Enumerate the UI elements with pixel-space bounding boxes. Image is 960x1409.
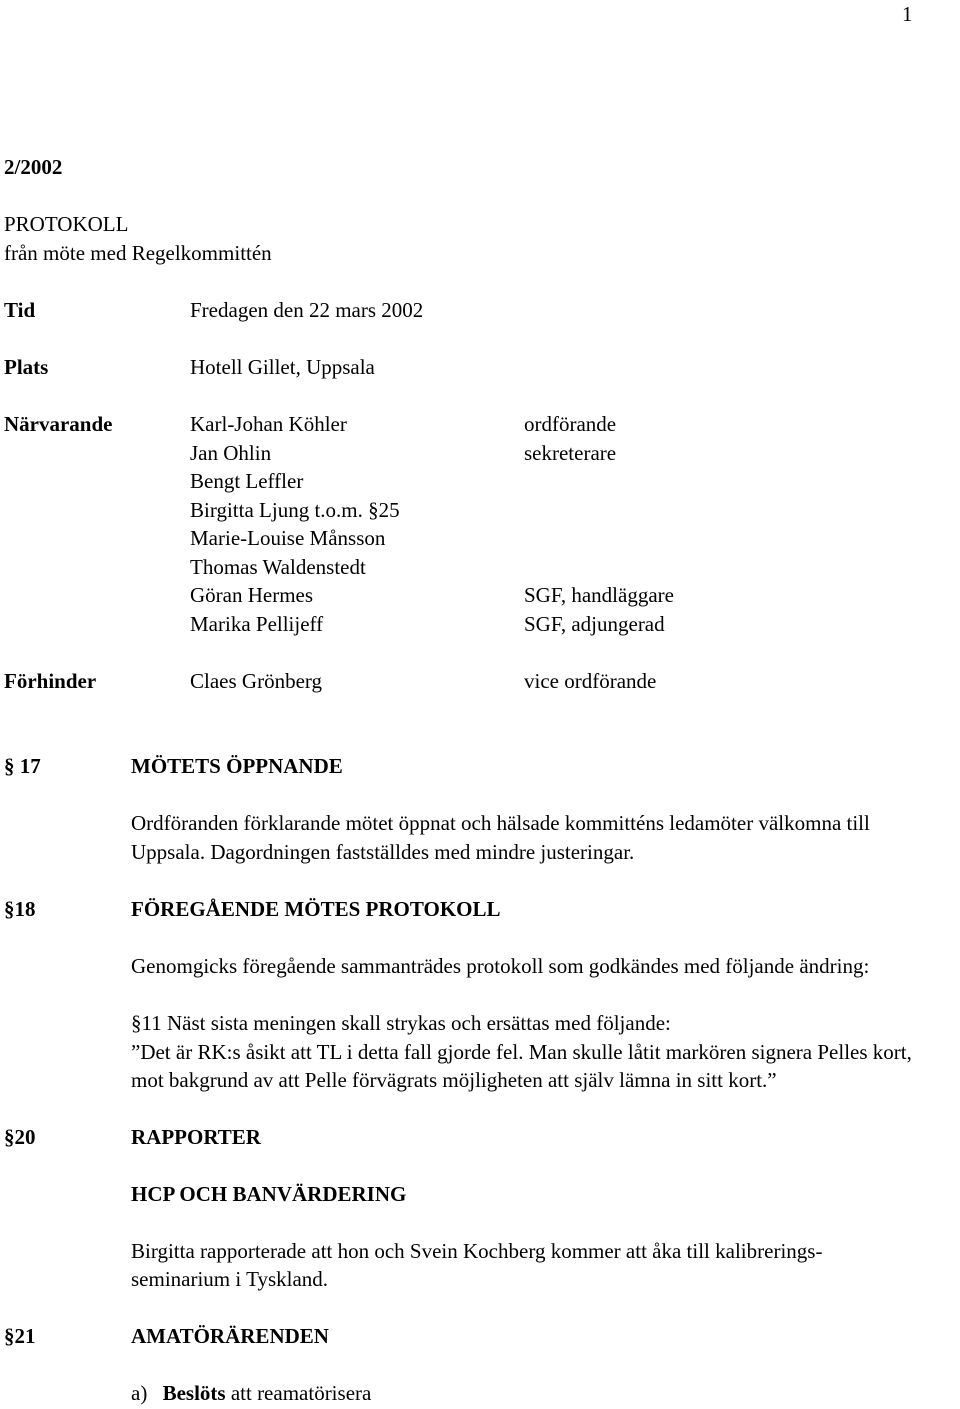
page-number: 1 [902,2,913,26]
attendee-name: Marika Pellijeff [190,612,324,636]
attendee-name: Karl-Johan Köhler [190,412,347,436]
list-marker: a) [131,1381,148,1405]
section-20-subheading: HCP OCH BANVÄRDERING [131,1182,407,1206]
attendee-role: SGF, handläggare [524,583,674,607]
plats-value: Hotell Gillet, Uppsala [190,355,375,379]
attendee-name: Göran Hermes [190,583,314,607]
section-18-text: §11 Näst sista meningen skall strykas och ersättas med följande: [131,1011,671,1035]
section-18-number: §18 [4,897,36,921]
attendee-role: SGF, adjungerad [524,612,665,636]
section-21-heading: AMATÖRÄRENDEN [131,1324,329,1348]
section-20-text: Birgitta rapporterade att hon och Svein Kochberg kommer att åka till kalibrerings- [131,1239,823,1263]
item-bold: Beslöts [162,1381,226,1405]
section-21-item [131,1379,371,1407]
attendee-name: Marie-Louise Månsson [190,526,386,550]
section-20-heading: RAPPORTER [131,1125,261,1149]
attendee-name: Jan Ohlin [190,441,272,465]
attendee-role: ordförande [524,412,617,436]
attendee-name: Birgitta Ljung t.o.m. §25 [190,498,400,522]
narvarande-label: Närvarande [4,412,113,436]
section-17-text: Uppsala. Dagordningen fastställdes med mindre justeringar. [131,840,635,864]
section-18-text: ”Det är RK:s åsikt att TL i detta fall gjorde fel. Man skulle låtit markören signera Pelles kort, [131,1040,912,1064]
section-17-heading: MÖTETS ÖPPNANDE [131,754,343,778]
section-21-number: §21 [4,1324,36,1348]
attendee-name: Thomas Waldenstedt [190,555,366,579]
document-subtitle: från möte med Regelkommittén [4,241,272,265]
forhinder-label: Förhinder [4,669,97,693]
section-18-heading: FÖREGÅENDE MÖTES PROTOKOLL [131,897,501,921]
doc-number: 2/2002 [4,155,63,179]
document-title: PROTOKOLL [4,212,129,236]
plats-label: Plats [4,355,49,379]
section-18-text: mot bakgrund av att Pelle förvägrats möjligheten att själv lämna in sitt kort.” [131,1068,777,1092]
item-text: att reamatörisera [225,1381,372,1405]
tid-label: Tid [4,298,36,322]
forhinder-role: vice ordförande [524,669,657,693]
attendee-name: Bengt Leffler [190,469,304,493]
section-18-intro: Genomgicks föregående sammanträdes protokoll som godkändes med följande ändring: [131,954,870,978]
section-17-text: Ordföranden förklarande mötet öppnat och hälsade kommitténs ledamöter välkomna till [131,811,870,835]
forhinder-name: Claes Grönberg [190,669,322,693]
attendee-role: sekreterare [524,441,617,465]
section-17-number: § 17 [4,754,41,778]
tid-value: Fredagen den 22 mars 2002 [190,298,424,322]
section-20-text: seminarium i Tyskland. [131,1267,329,1291]
section-20-number: §20 [4,1125,36,1149]
